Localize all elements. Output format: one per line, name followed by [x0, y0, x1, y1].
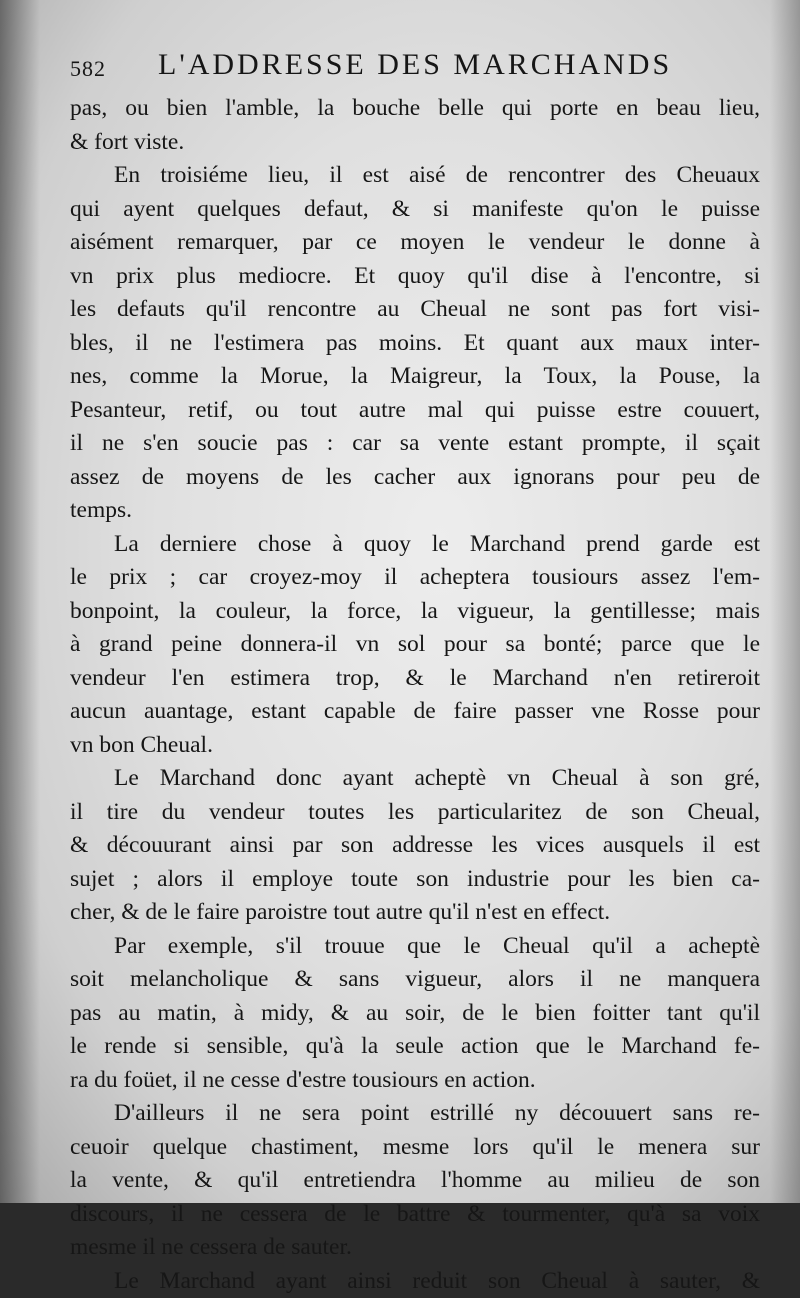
- text-line: ra du foüet, il ne cesse d'estre tousiours en action.: [70, 1064, 760, 1098]
- text-line: vn bon Cheual.: [70, 729, 760, 763]
- text-line: temps.: [70, 494, 760, 528]
- text-line: La derniere chose à quoy le Marchand prend garde est: [70, 528, 760, 562]
- text-line: discours, il ne cessera de le battre & tourmenter, qu'à sa voix: [70, 1198, 760, 1232]
- text-line: & fort viste.: [70, 126, 760, 160]
- text-line: Le Marchand donc ayant acheptè vn Cheual à son gré,: [70, 762, 760, 796]
- text-line: assez de moyens de les cacher aux ignorans pour peu de: [70, 461, 760, 495]
- text-line: Par exemple, s'il trouue que le Cheual qu'il a acheptè: [70, 930, 760, 964]
- text-line: le prix ; car croyez-moy il acheptera tousiours assez l'em-: [70, 561, 760, 595]
- text-line: les defauts qu'il rencontre au Cheual ne sont pas fort visi-: [70, 293, 760, 327]
- text-line: soit melancholique & sans vigueur, alors il ne manquera: [70, 963, 760, 997]
- text-line: En troisiéme lieu, il est aisé de rencontrer des Cheuaux: [70, 159, 760, 193]
- text-line: il tire du vendeur toutes les particularitez de son Cheual,: [70, 796, 760, 830]
- text-line: mesme il ne cessera de sauter.: [70, 1231, 760, 1265]
- text-line: aisément remarquer, par ce moyen le vendeur le donne à: [70, 226, 760, 260]
- text-line: ceuoir quelque chastiment, mesme lors qu'il le menera sur: [70, 1131, 760, 1165]
- text-line: à grand peine donnera-il vn sol pour sa bonté; parce que le: [70, 628, 760, 662]
- text-line: Pesanteur, retif, ou tout autre mal qui puisse estre couuert,: [70, 394, 760, 428]
- body-text: [70, 92, 760, 1298]
- text-line: aucun auantage, estant capable de faire passer vne Rosse pour: [70, 695, 760, 729]
- text-line: pas au matin, à midy, & au soir, de le bien foitter tant qu'il: [70, 997, 760, 1031]
- text-line: nes, comme la Morue, la Maigreur, la Toux, la Pouse, la: [70, 360, 760, 394]
- text-line: pas, ou bien l'amble, la bouche belle qui porte en beau lieu,: [70, 92, 760, 126]
- text-line: sujet ; alors il employe toute son industrie pour les bien ca-: [70, 863, 760, 897]
- page-number: 582: [70, 56, 106, 82]
- text-line: vendeur l'en estimera trop, & le Marchand n'en retireroit: [70, 662, 760, 696]
- text-line: le rende si sensible, qu'à la seule action que le Marchand fe-: [70, 1030, 760, 1064]
- text-line: cher, & de le faire paroistre tout autre qu'il n'est en effect.: [70, 896, 760, 930]
- text-line: D'ailleurs il ne sera point estrillé ny découuert sans re-: [70, 1097, 760, 1131]
- text-line: Le Marchand ayant ainsi reduit son Cheual à sauter, &: [70, 1265, 760, 1298]
- text-line: la vente, & qu'il entretiendra l'homme au milieu de son: [70, 1164, 760, 1198]
- text-line: & découurant ainsi par son addresse les vices ausquels il est: [70, 829, 760, 863]
- text-line: bonpoint, la couleur, la force, la vigueur, la gentillesse; mais: [70, 595, 760, 629]
- page-header: [70, 48, 760, 88]
- text-line: bles, il ne l'estimera pas moins. Et quant aux maux inter-: [70, 327, 760, 361]
- text-line: il ne s'en soucie pas : car sa vente estant prompte, il sçait: [70, 427, 760, 461]
- text-line: vn prix plus mediocre. Et quoy qu'il dise à l'encontre, si: [70, 260, 760, 294]
- text-line: qui ayent quelques defaut, & si manifeste qu'on le puisse: [70, 193, 760, 227]
- running-title: L'ADDRESSE DES MARCHANDS: [158, 48, 672, 82]
